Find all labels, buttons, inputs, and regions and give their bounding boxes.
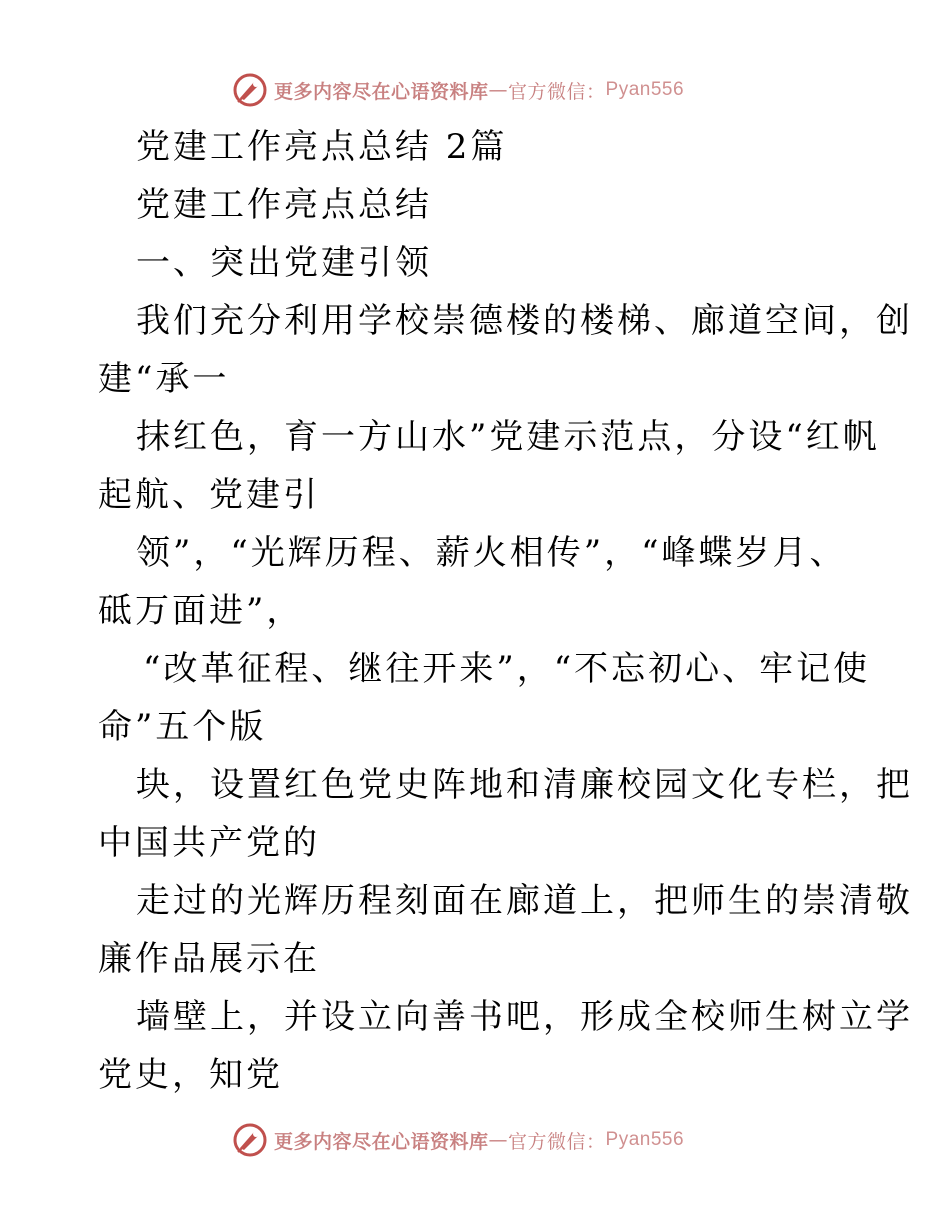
paragraph-line: 中国共产党的 [98,823,320,863]
document-body [98,118,913,1104]
watermark-separator: — [488,1129,509,1151]
watermark-label: 官方微信： [508,80,606,103]
section-heading: 党建工作亮点总结 [136,185,432,225]
footer-watermark [232,1120,684,1160]
paragraph-line: 块，设置红色党史阵地和清廉校园文化专栏，把 [136,765,913,805]
paragraph-line: 建“承一 [98,359,230,399]
watermark-main-text: 更多内容尽在心语资料库 [274,1130,489,1153]
paragraph-line: 领”，“光辉历程、薪火相传”，“峰蝶岁月、 [136,533,847,573]
document-title: 党建工作亮点总结 2篇 [136,127,508,167]
header-watermark [232,70,684,110]
paragraph-line: 廉作品展示在 [98,939,320,979]
watermark-account: Pyan556 [605,79,685,100]
paragraph-line: 抹红色，育一方山水”党建示范点，分设“红帆 [136,417,880,457]
paragraph-line: 起航、党建引 [98,475,320,515]
watermark-main-text: 更多内容尽在心语资料库 [274,80,489,103]
paragraph-line: 党史，知党 [98,1055,283,1095]
watermark-label: 官方微信： [508,1130,606,1153]
subsection-heading: 一、突出党建引领 [136,243,432,283]
paragraph-line: 砥万面进”， [98,591,304,631]
paragraph-line: 命”五个版 [98,707,267,747]
paragraph-line: 墙壁上，并设立向善书吧，形成全校师生树立学 [136,997,913,1037]
watermark-account: Pyan556 [605,1129,685,1150]
watermark-separator: — [488,79,509,101]
paragraph-line: 走过的光辉历程刻面在廊道上，把师生的崇清敬 [136,881,913,921]
paragraph-line: 我们充分利用学校崇德楼的楼梯、廊道空间，创 [136,301,913,341]
paragraph-line: “改革征程、继往开来”，“不忘初心、牢记使 [143,649,871,689]
pen-nib-logo-icon [232,72,268,108]
pen-nib-logo-icon [232,1122,268,1158]
